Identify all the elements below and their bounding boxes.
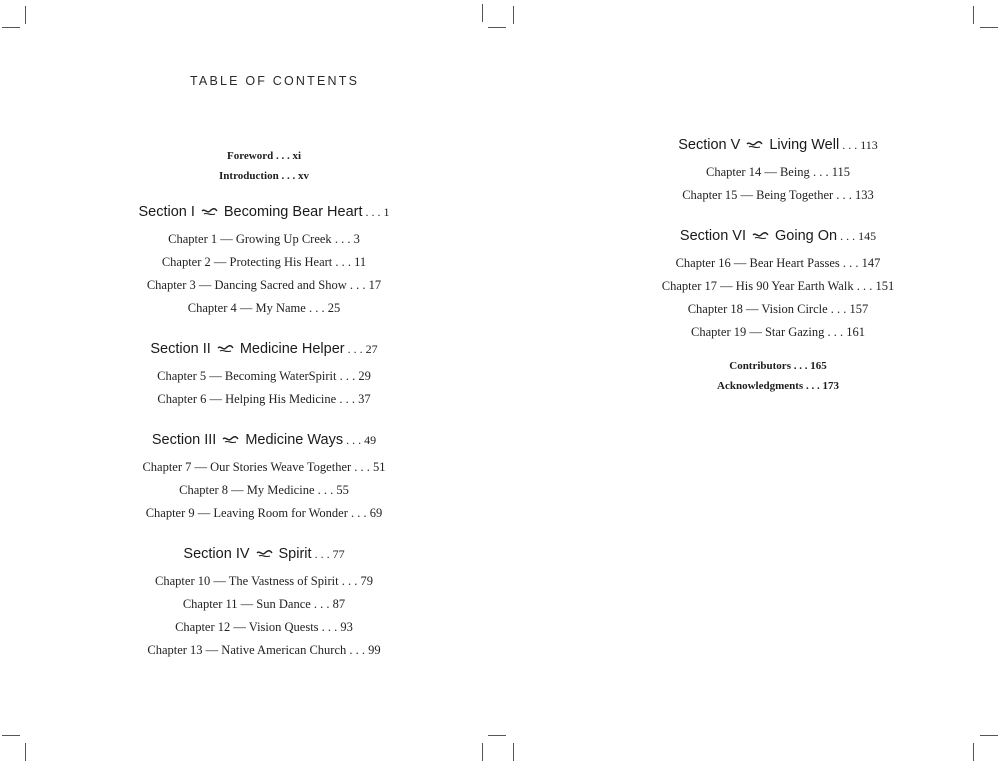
leader: . . . bbox=[833, 188, 856, 202]
feather-wave-icon bbox=[217, 344, 234, 354]
entry-page: 25 bbox=[327, 301, 341, 315]
entry-page: 11 bbox=[354, 255, 367, 269]
leader: . . . bbox=[336, 392, 359, 406]
feather-wave-icon bbox=[222, 435, 239, 445]
crop-mark bbox=[488, 735, 506, 736]
leader: . . . bbox=[839, 256, 862, 270]
leader: . . . bbox=[790, 360, 811, 372]
entry-label: Chapter 5 — Becoming WaterSpirit bbox=[157, 369, 337, 383]
section-title: Medicine Helper bbox=[239, 341, 345, 357]
leader: . . . bbox=[273, 150, 293, 162]
leader: . . . bbox=[351, 460, 374, 474]
toc-entry-chapter-7[interactable] bbox=[64, 456, 464, 479]
toc-heading: TABLE OF CONTENTS bbox=[190, 74, 360, 88]
feather-wave-icon bbox=[201, 207, 218, 217]
leader: . . . bbox=[346, 278, 369, 292]
leader: . . . bbox=[824, 325, 847, 339]
entry-label: Chapter 3 — Dancing Sacred and Show bbox=[146, 278, 347, 292]
crop-mark bbox=[980, 27, 998, 28]
section-page: 1 bbox=[383, 205, 390, 219]
leader: . . . bbox=[336, 369, 359, 383]
leader: . . . bbox=[853, 279, 876, 293]
toc-entry-chapter-9[interactable] bbox=[64, 502, 464, 525]
left-toc-column bbox=[64, 146, 464, 662]
toc-section-4[interactable] bbox=[64, 543, 464, 565]
entry-page: 51 bbox=[373, 460, 386, 474]
crop-mark bbox=[2, 27, 20, 28]
leader: . . . bbox=[305, 301, 328, 315]
toc-entry-chapter-4[interactable] bbox=[64, 297, 464, 320]
entry-page: 147 bbox=[861, 256, 881, 270]
section-name: Section III bbox=[151, 432, 217, 448]
toc-entry-chapter-3[interactable] bbox=[64, 274, 464, 297]
toc-entry-introduction[interactable] bbox=[64, 166, 464, 186]
toc-section-1[interactable] bbox=[64, 201, 464, 223]
entry-label: Chapter 12 — Vision Quests bbox=[175, 620, 319, 634]
entry-page: 173 bbox=[822, 380, 839, 392]
entry-page: 79 bbox=[360, 574, 373, 588]
section-name: Section IV bbox=[183, 546, 250, 562]
entry-label: Chapter 18 — Vision Circle bbox=[687, 302, 828, 316]
crop-mark bbox=[513, 6, 514, 24]
section-page: 113 bbox=[860, 138, 878, 152]
section-name: Section V bbox=[678, 137, 741, 153]
entry-label: Chapter 16 — Bear Heart Passes bbox=[675, 256, 840, 270]
toc-entry-chapter-16[interactable] bbox=[628, 252, 928, 275]
right-page bbox=[500, 0, 1000, 773]
entry-page: 3 bbox=[353, 232, 360, 246]
entry-label: Chapter 8 — My Medicine bbox=[179, 483, 315, 497]
entry-label: Chapter 9 — Leaving Room for Wonder bbox=[145, 506, 348, 520]
leader: . . . bbox=[310, 597, 333, 611]
leader: . . . bbox=[311, 547, 333, 561]
entry-page: xv bbox=[297, 170, 309, 182]
toc-entry-chapter-6[interactable] bbox=[64, 388, 464, 411]
feather-wave-icon bbox=[746, 140, 763, 150]
entry-label: Chapter 6 — Helping His Medicine bbox=[157, 392, 337, 406]
feather-wave-icon bbox=[752, 231, 769, 241]
crop-mark bbox=[25, 6, 26, 24]
crop-mark bbox=[973, 743, 974, 761]
toc-entry-foreword[interactable] bbox=[64, 146, 464, 166]
toc-entry-chapter-19[interactable] bbox=[628, 321, 928, 344]
entry-page: 37 bbox=[358, 392, 371, 406]
entry-label: Chapter 7 — Our Stories Weave Together bbox=[142, 460, 352, 474]
leader: . . . bbox=[839, 138, 861, 152]
toc-section-2[interactable] bbox=[64, 338, 464, 360]
entry-page: 161 bbox=[846, 325, 865, 339]
section-title: Becoming Bear Heart bbox=[223, 204, 363, 220]
entry-page: 93 bbox=[340, 620, 353, 634]
leader: . . . bbox=[803, 380, 823, 392]
crop-mark bbox=[2, 735, 20, 736]
entry-label: Chapter 4 — My Name bbox=[187, 301, 306, 315]
leader: . . . bbox=[318, 620, 341, 634]
leader: . . . bbox=[362, 205, 384, 219]
crop-mark bbox=[25, 743, 26, 761]
entry-page: 87 bbox=[332, 597, 346, 611]
section-page: 145 bbox=[858, 229, 877, 243]
entry-page: 115 bbox=[831, 165, 850, 179]
leader: . . . bbox=[809, 165, 832, 179]
right-toc-column bbox=[628, 134, 928, 396]
entry-page: 157 bbox=[849, 302, 869, 316]
leader: . . . bbox=[346, 643, 369, 657]
entry-label: Chapter 17 — His 90 Year Earth Walk bbox=[661, 279, 854, 293]
leader: . . . bbox=[344, 342, 366, 356]
crop-mark bbox=[488, 27, 506, 28]
toc-entry-chapter-13[interactable] bbox=[64, 639, 464, 662]
leader: . . . bbox=[332, 255, 355, 269]
toc-entry-chapter-15[interactable] bbox=[628, 184, 928, 207]
crop-mark bbox=[980, 735, 998, 736]
toc-entry-chapter-12[interactable] bbox=[64, 616, 464, 639]
leader: . . . bbox=[278, 170, 298, 182]
toc-section-6[interactable] bbox=[628, 225, 928, 247]
leader: . . . bbox=[331, 232, 354, 246]
entry-label: Contributors bbox=[729, 360, 791, 372]
toc-entry-chapter-17[interactable] bbox=[628, 275, 928, 298]
toc-entry-chapter-8[interactable] bbox=[64, 479, 464, 502]
entry-page: xi bbox=[292, 150, 302, 162]
entry-page: 55 bbox=[336, 483, 349, 497]
toc-entry-chapter-11[interactable] bbox=[64, 593, 464, 616]
section-title: Spirit bbox=[278, 546, 312, 562]
section-title: Living Well bbox=[769, 137, 840, 153]
leader: . . . bbox=[338, 574, 361, 588]
section-title: Going On bbox=[775, 228, 838, 244]
toc-entry-chapter-10[interactable] bbox=[64, 570, 464, 593]
entry-label: Chapter 1 — Growing Up Creek bbox=[168, 232, 332, 246]
section-title: Medicine Ways bbox=[245, 432, 344, 448]
entry-label: Chapter 19 — Star Gazing bbox=[691, 325, 825, 339]
toc-entry-chapter-14[interactable] bbox=[628, 161, 928, 184]
entry-page: 99 bbox=[368, 643, 381, 657]
crop-mark bbox=[513, 743, 514, 761]
section-page: 77 bbox=[332, 547, 345, 561]
entry-label: Chapter 2 — Protecting His Heart bbox=[161, 255, 333, 269]
entry-label: Introduction bbox=[219, 170, 279, 182]
entry-label: Chapter 11 — Sun Dance bbox=[182, 597, 311, 611]
entry-label: Chapter 14 — Being bbox=[706, 165, 810, 179]
entry-page: 133 bbox=[855, 188, 874, 202]
toc-section-3[interactable] bbox=[64, 429, 464, 451]
section-name: Section VI bbox=[679, 228, 746, 244]
toc-section-5[interactable] bbox=[628, 134, 928, 156]
entry-page: 17 bbox=[368, 278, 382, 292]
entry-label: Foreword bbox=[226, 150, 274, 162]
entry-page: 151 bbox=[875, 279, 895, 293]
toc-entry-chapter-5[interactable] bbox=[64, 365, 464, 388]
feather-wave-icon bbox=[256, 549, 273, 559]
leader: . . . bbox=[837, 229, 859, 243]
crop-mark bbox=[482, 4, 483, 22]
section-name: Section II bbox=[150, 341, 211, 357]
leader: . . . bbox=[827, 302, 850, 316]
toc-entry-chapter-1[interactable] bbox=[64, 228, 464, 251]
leader: . . . bbox=[343, 433, 365, 447]
crop-mark bbox=[973, 6, 974, 24]
entry-page: 69 bbox=[369, 506, 383, 520]
leader: . . . bbox=[314, 483, 337, 497]
section-page: 49 bbox=[364, 433, 377, 447]
entry-label: Chapter 15 — Being Together bbox=[682, 188, 834, 202]
entry-label: Chapter 10 — The Vastness of Spirit bbox=[155, 574, 339, 588]
toc-entry-chapter-2[interactable] bbox=[64, 251, 464, 274]
crop-mark bbox=[482, 743, 483, 761]
toc-entry-chapter-18[interactable] bbox=[628, 298, 928, 321]
section-name: Section I bbox=[138, 204, 195, 220]
entry-label: Chapter 13 — Native American Church bbox=[147, 643, 347, 657]
entry-page: 165 bbox=[810, 360, 827, 372]
toc-entry-acknowledgments[interactable] bbox=[628, 376, 928, 396]
section-page: 27 bbox=[365, 342, 378, 356]
leader: . . . bbox=[347, 506, 370, 520]
entry-page: 29 bbox=[358, 369, 371, 383]
toc-entry-contributors[interactable] bbox=[628, 356, 928, 376]
entry-label: Acknowledgments bbox=[717, 380, 804, 392]
